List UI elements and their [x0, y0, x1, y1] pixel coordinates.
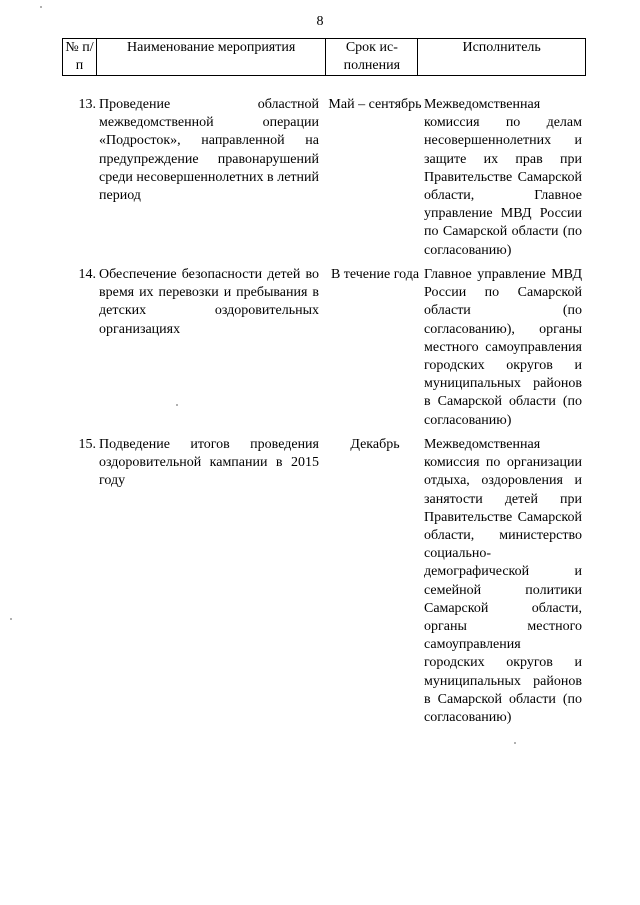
row-term: Декабрь	[350, 437, 400, 452]
scan-speck	[514, 742, 516, 744]
scan-speck	[40, 6, 42, 8]
scan-speck	[10, 618, 12, 620]
header-executor: Исполнитель	[418, 39, 586, 76]
row-executor: Межведомственная комиссия по делам несовершеннолетних и защите их прав при Правительстве Самарской области, Главное управление МВД России по Самарской области (по согласованию)	[424, 97, 582, 258]
scan-speck	[176, 404, 178, 406]
row-number: 15.	[78, 437, 96, 452]
row-number: 14.	[78, 267, 96, 282]
row-name: Проведение областной межведомственной операции «Подросток», направленной на предупреждение правонарушений среди несовершеннолетних в летний период	[99, 97, 319, 204]
row-name: Подведение итогов проведения оздоровительной кампании в 2015 году	[99, 437, 319, 489]
header-name: Наименование мероприятия	[96, 39, 325, 76]
row-term: В течение года	[330, 267, 420, 282]
row-number: 13.	[78, 97, 96, 112]
row-name: Обеспечение безопасности детей во время их перевозки и пребывания в детских оздоровительных организациях	[99, 267, 319, 337]
row-executor: Межведомственная комиссия по организации отдыха, оздоровления и занятости детей при Правительстве Самарской области, министерство социально-демографической и семейной политики Самарской области, органы местного самоуправления городских округов и муниципальных районов в Самарской области (по согласованию)	[424, 437, 582, 726]
page-number: 8	[316, 14, 324, 29]
table-header	[62, 38, 586, 76]
header-term: Срок ис-полнения	[326, 39, 418, 76]
row-executor: Главное управление МВД России по Самарской области (по согласованию), органы местного самоуправления городских округов и муниципальных районов в Самарской области (по согласованию)	[424, 267, 582, 428]
row-term: Май – сентябрь	[328, 97, 422, 112]
header-number: № п/п	[63, 39, 97, 76]
